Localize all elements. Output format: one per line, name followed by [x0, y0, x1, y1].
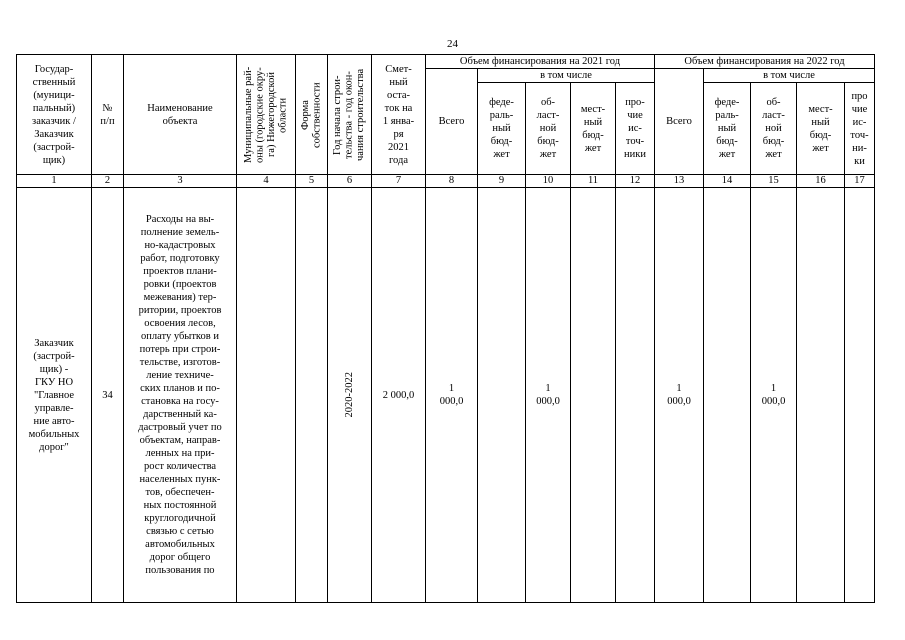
- col-header-local-2022: мест- ный бюд- жет: [797, 83, 845, 175]
- column-number: 3: [124, 175, 237, 188]
- financing-table: [16, 54, 875, 603]
- col-header-regional-2021: об- ласт- ной бюд- жет: [526, 83, 571, 175]
- construction-years-header-text: Год начала строи- тельства - год окон- чания строительства: [332, 68, 367, 161]
- column-number: 6: [328, 175, 372, 188]
- column-number: 8: [426, 175, 478, 188]
- cell-regional-2022: 1 000,0: [751, 188, 797, 603]
- cell-regional-2021: 1 000,0: [526, 188, 571, 603]
- col-header-construction-years: [328, 55, 372, 175]
- cell-construction-years: [328, 188, 372, 603]
- cell-customer: Заказчик (застрой- щик) - ГКУ НО "Главное управле- ние авто- мобильных дорог": [17, 188, 92, 603]
- header-including-2022: в том числе: [704, 69, 875, 83]
- cell-other-2022: [845, 188, 875, 603]
- cell-other-2021: [616, 188, 655, 603]
- col-header-municipal: [237, 55, 296, 175]
- cell-object-name: Расходы на вы- полнение земель- но-кадастровых работ, подготовку проектов плани- ровки (проектов межевания) тер- ритории, проектов освоения лесов, оплату убытков и потерь при строи- тельстве, изготов- ление техниче- ских планов и по- становка на госу- дарственный ка- дастровый учет по объектам, направ- ленных на при- рост количества населенных пунк- тов, обеспечен- ных постоянной круглогодичной связью с сетью автомобильных дорог общего пользования по: [124, 188, 237, 603]
- col-header-customer: Государ- ственный (муници- пальный) заказчик / Заказчик (застрой- щик): [17, 55, 92, 175]
- col-header-total-2021: Всего: [426, 69, 478, 175]
- col-header-regional-2022: об- ласт- ной бюд- жет: [751, 83, 797, 175]
- column-number: 5: [296, 175, 328, 188]
- cell-total-2021: 1 000,0: [426, 188, 478, 603]
- cell-municipal: [237, 188, 296, 603]
- col-header-total-2022: Всего: [655, 69, 704, 175]
- cell-ownership: [296, 188, 328, 603]
- column-number-row: [17, 175, 875, 188]
- col-header-object-name: Наименование объекта: [124, 55, 237, 175]
- construction-years-value: 2020-2022: [343, 372, 355, 418]
- header-including-2021: в том числе: [478, 69, 655, 83]
- cell-federal-2021: [478, 188, 526, 603]
- column-number: 11: [571, 175, 616, 188]
- column-number: 12: [616, 175, 655, 188]
- column-number: 14: [704, 175, 751, 188]
- cell-local-2022: [797, 188, 845, 603]
- col-header-estimate: Смет- ный оста- ток на 1 янва- ря 2021 года: [372, 55, 426, 175]
- table-row: [17, 188, 875, 603]
- column-number: 9: [478, 175, 526, 188]
- column-number: 13: [655, 175, 704, 188]
- header-fin-2021: Объем финансирования на 2021 год: [426, 55, 655, 69]
- col-header-federal-2021: феде- раль- ный бюд- жет: [478, 83, 526, 175]
- ownership-header-text: Форма собственности: [300, 81, 323, 148]
- col-header-other-2021: про- чие ис- точ- ники: [616, 83, 655, 175]
- column-number: 7: [372, 175, 426, 188]
- municipal-header-text: Муниципальные рай- оны (городские окру- га) Нижегородской области: [243, 66, 289, 163]
- column-number: 1: [17, 175, 92, 188]
- header-row-1: [17, 55, 875, 69]
- page-number: 24: [447, 38, 458, 50]
- cell-estimate: 2 000,0: [372, 188, 426, 603]
- col-header-number: № п/п: [92, 55, 124, 175]
- column-number: 2: [92, 175, 124, 188]
- column-number: 10: [526, 175, 571, 188]
- cell-local-2021: [571, 188, 616, 603]
- column-number: 15: [751, 175, 797, 188]
- col-header-federal-2022: феде- раль- ный бюд- жет: [704, 83, 751, 175]
- column-number: 16: [797, 175, 845, 188]
- cell-total-2022: 1 000,0: [655, 188, 704, 603]
- header-fin-2022: Объем финансирования на 2022 год: [655, 55, 875, 69]
- col-header-local-2021: мест- ный бюд- жет: [571, 83, 616, 175]
- column-number: 4: [237, 175, 296, 188]
- cell-federal-2022: [704, 188, 751, 603]
- col-header-other-2022: про чие ис- точ- ни- ки: [845, 83, 875, 175]
- col-header-ownership: [296, 55, 328, 175]
- cell-number: 34: [92, 188, 124, 603]
- column-number: 17: [845, 175, 875, 188]
